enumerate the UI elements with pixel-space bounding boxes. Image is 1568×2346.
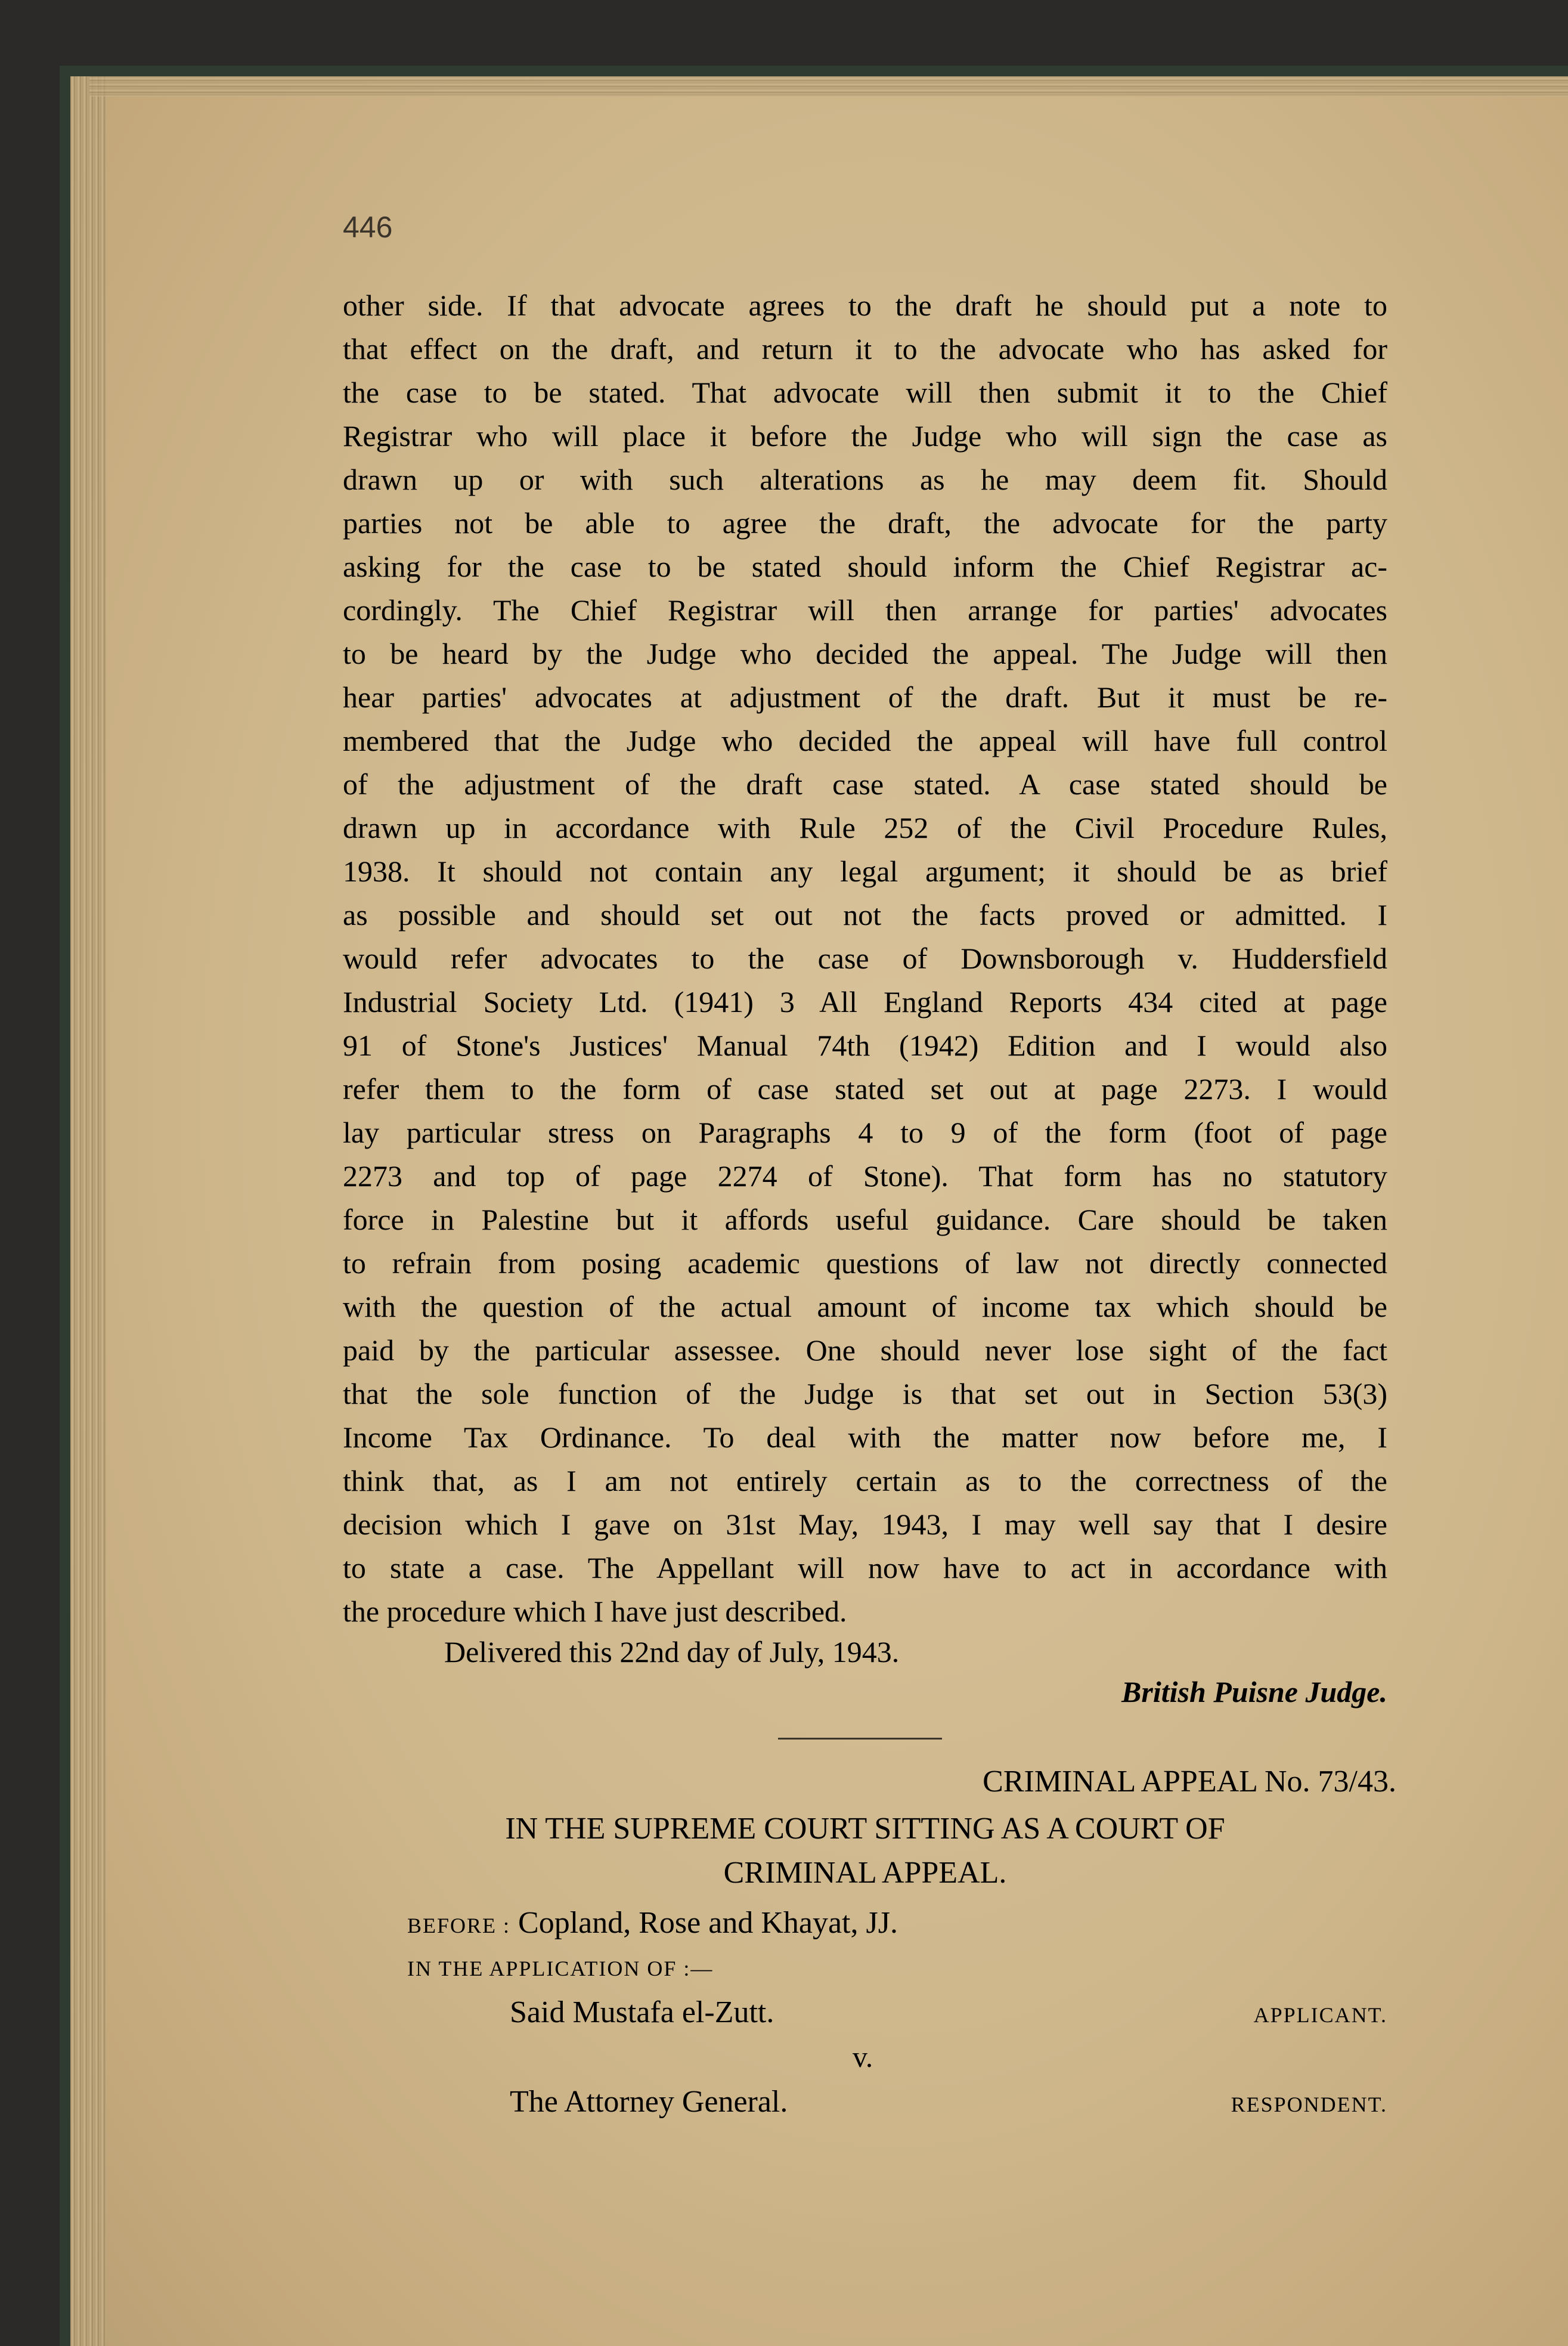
body-line: drawn up in accordance with Rule 252 of the Civil Procedure Rules, xyxy=(343,811,1387,844)
body-line: cordingly. The Chief Registrar will then arrange for parties' advocates xyxy=(343,593,1387,627)
body-line: that effect on the draft, and return it to the advocate who has asked for xyxy=(343,332,1387,366)
body-line: membered that the Judge who decided the appeal will have full control xyxy=(343,724,1387,757)
court-title xyxy=(343,1807,1387,1895)
body-paragraph xyxy=(343,284,1387,1633)
body-line: 2273 and top of page 2274 of Stone). That form has no statutory xyxy=(343,1159,1387,1193)
applicant-role: APPLICANT. xyxy=(1253,2003,1387,2027)
page-stack-top xyxy=(89,76,1568,97)
body-line: asking for the case to be stated should inform the Chief Registrar ac- xyxy=(343,550,1387,583)
before-label: BEFORE : xyxy=(407,1914,511,1938)
body-line: parties not be able to agree the draft, the advocate for the party xyxy=(343,506,1387,540)
body-line: to state a case. The Appellant will now have to act in accordance with xyxy=(343,1551,1387,1584)
body-line: to refrain from posing academic questions of law not directly connected xyxy=(343,1246,1387,1280)
court-title-line2: CRIMINAL APPEAL. xyxy=(723,1856,1007,1890)
judge-signature: British Puisne Judge. xyxy=(1121,1675,1387,1709)
court-title-line1: IN THE SUPREME COURT SITTING AS A COURT OF xyxy=(505,1812,1225,1846)
body-line: think that, as I am not entirely certain as to the correctness of the xyxy=(343,1464,1387,1497)
body-line: refer them to the form of case stated set out at page 2273. I would xyxy=(343,1072,1387,1106)
appeal-number: CRIMINAL APPEAL No. 73/43. xyxy=(983,1765,1396,1799)
respondent-role: RESPONDENT. xyxy=(1231,2093,1387,2116)
body-line: decision which I gave on 31st May, 1943, I may well say that I desire xyxy=(343,1508,1387,1541)
body-line: that the sole function of the Judge is that set out in Section 53(3) xyxy=(343,1377,1387,1410)
delivered-line: Delivered this 22nd day of July, 1943. xyxy=(444,1635,900,1669)
respondent-name: The Attorney General. xyxy=(510,2085,788,2119)
body-line: would refer advocates to the case of Downsborough v. Huddersfield xyxy=(343,942,1387,975)
body-line: 91 of Stone's Justices' Manual 74th (1942) Edition and I would also xyxy=(343,1029,1387,1062)
body-line: Income Tax Ordinance. To deal with the matter now before me, I xyxy=(343,1420,1387,1454)
section-divider xyxy=(778,1738,942,1740)
body-line: Registrar who will place it before the Judge who will sign the case as xyxy=(343,419,1387,453)
body-line: drawn up or with such alterations as he may deem fit. Should xyxy=(343,463,1387,496)
body-line: Industrial Society Ltd. (1941) 3 All England Reports 434 cited at page xyxy=(343,985,1387,1019)
body-line: other side. If that advocate agrees to the draft he should put a note to xyxy=(343,289,1387,322)
body-line: 1938. It should not contain any legal argument; it should be as brief xyxy=(343,855,1387,888)
body-line: paid by the particular assessee. One should never lose sight of the fact xyxy=(343,1333,1387,1367)
page-stack-edge xyxy=(70,76,106,2346)
body-line: with the question of the actual amount of income tax which should be xyxy=(343,1290,1387,1323)
body-line: hear parties' advocates at adjustment of the draft. But it must be re- xyxy=(343,680,1387,714)
body-line: lay particular stress on Paragraphs 4 to 9 of the form (foot of page xyxy=(343,1116,1387,1149)
body-line: the procedure which I have just described. xyxy=(343,1595,847,1628)
applicant-name: Said Mustafa el-Zutt. xyxy=(510,1995,774,2029)
before-line xyxy=(407,1905,898,1940)
in-application-label: IN THE APPLICATION OF :— xyxy=(407,1957,714,1980)
body-line: force in Palestine but it affords useful guidance. Care should be taken xyxy=(343,1203,1387,1236)
body-line: as possible and should set out not the facts proved or admitted. I xyxy=(343,898,1387,931)
body-line: to be heard by the Judge who decided the appeal. The Judge will then xyxy=(343,637,1387,670)
page-number: 446 xyxy=(343,211,393,244)
versus: v. xyxy=(853,2040,873,2073)
body-line: of the adjustment of the draft case stated. A case stated should be xyxy=(343,767,1387,801)
before-names: Copland, Rose and Khayat, JJ. xyxy=(518,1906,898,1940)
body-line: the case to be stated. That advocate will then submit it to the Chief xyxy=(343,376,1387,409)
